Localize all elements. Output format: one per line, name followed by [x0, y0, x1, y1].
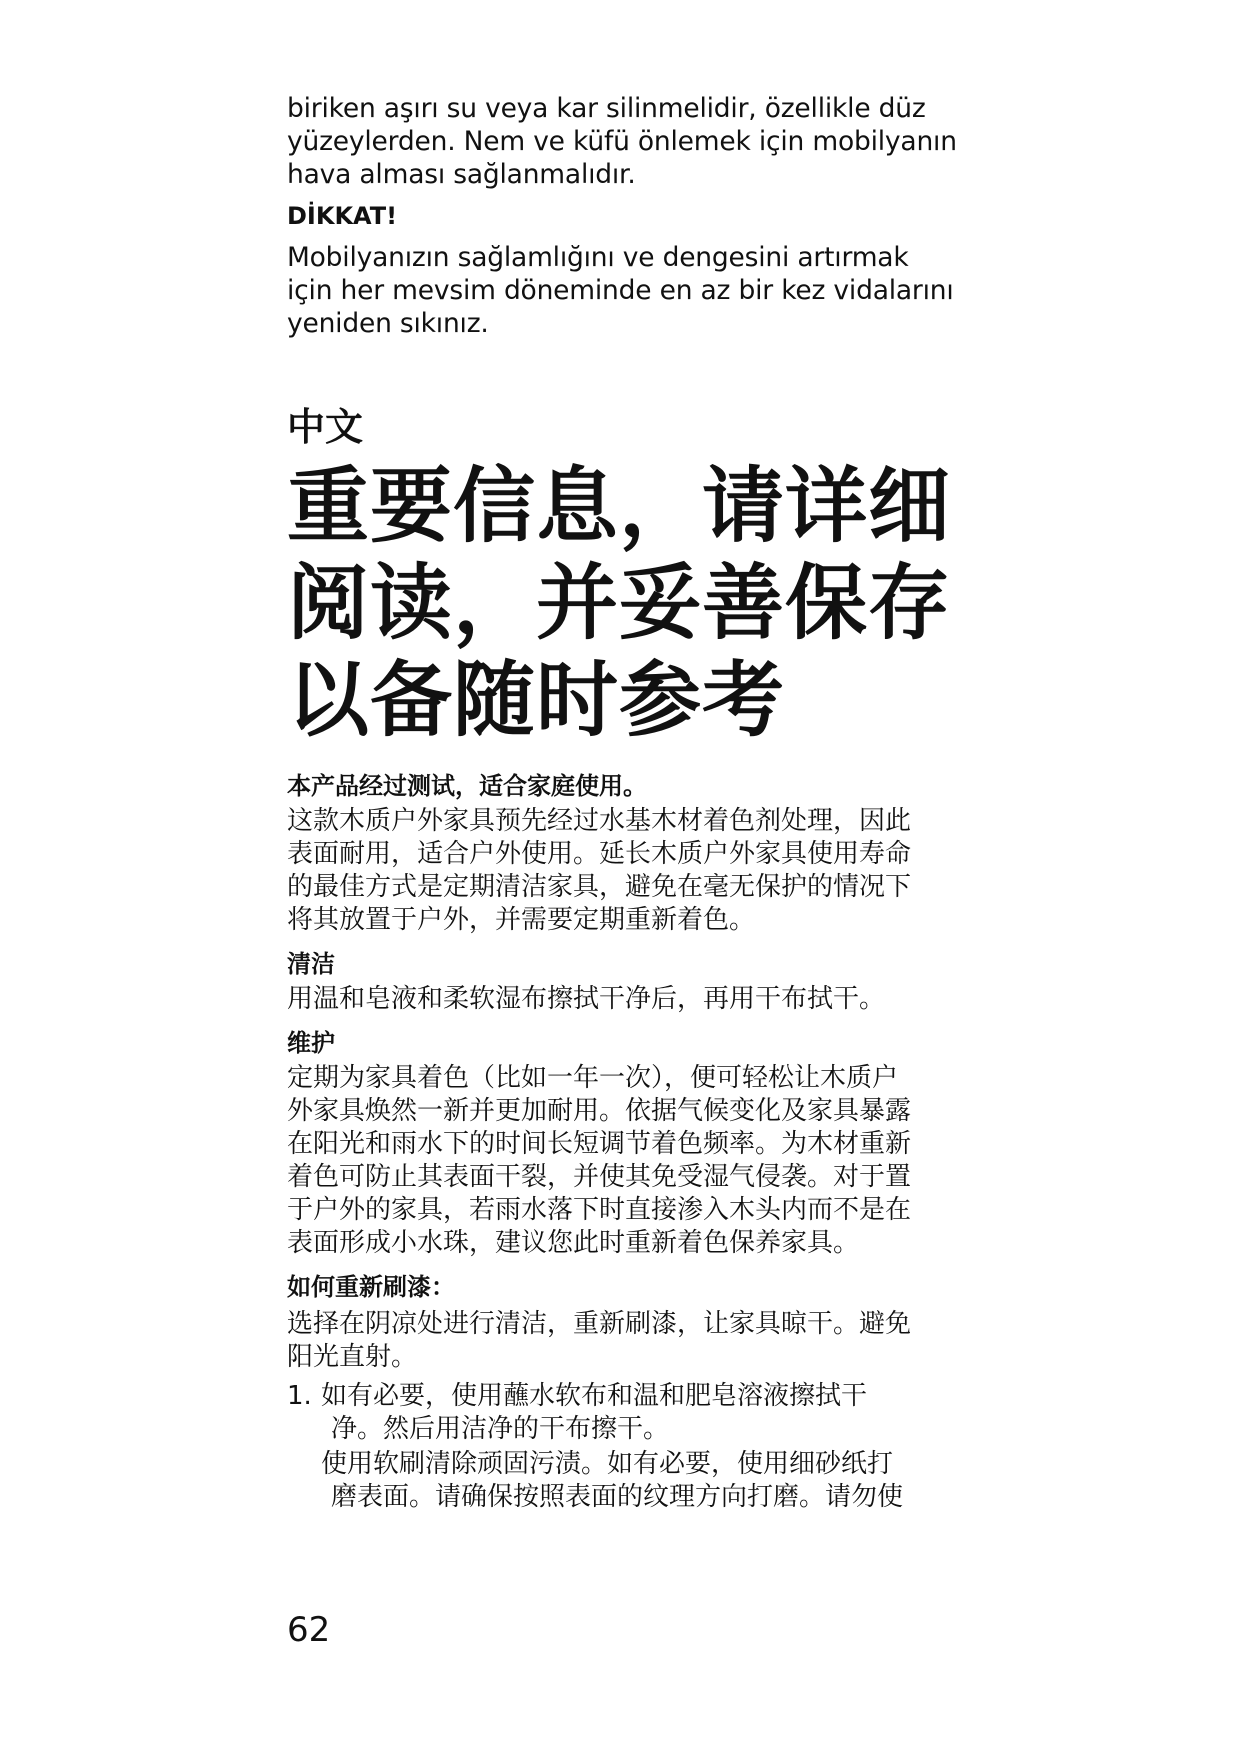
turkish-warning-paragraph	[287, 241, 977, 340]
text-line: 在阳光和雨水下的时间长短调节着色频率。为木材重新	[287, 1129, 912, 1159]
text-line: 表面耐用，适合户外使用。延长木质户外家具使用寿命	[287, 839, 912, 869]
main-title	[287, 458, 977, 749]
repaint-heading: 如何重新刷漆：	[287, 1273, 455, 1301]
text-line: biriken aşırı su veya kar silinmelidir, özellikle düz	[287, 93, 926, 124]
text-line: Mobilyanızın sağlamlığını ve dengesini artırmak	[287, 242, 909, 273]
list-item-step-1	[287, 1380, 977, 1514]
repaint-paragraph	[287, 1308, 977, 1374]
title-line: 以备随时参考	[287, 653, 786, 748]
text-line: 的最佳方式是定期清洁家具，避免在毫无保护的情况下	[287, 872, 912, 902]
text-line: 定期为家具着色（比如一年一次），便可轻松让木质户	[287, 1063, 899, 1093]
text-line: 外家具焕然一新并更加耐用。依据气候变化及家具暴露	[287, 1096, 912, 1126]
text-line: yüzeylerden. Nem ve küfü önlemek için mobilyanın	[287, 126, 957, 157]
text-line: 磨表面。请确保按照表面的纹理方向打磨。请勿使	[331, 1482, 904, 1512]
text-line: 选择在阴凉处进行清洁，重新刷漆，让家具晾干。避免	[287, 1309, 912, 1339]
text-line: 使用软刷清除顽固污渍。如有必要，使用细砂纸打	[321, 1449, 894, 1479]
turkish-intro-paragraph	[287, 92, 977, 191]
language-heading: 中文	[287, 405, 364, 449]
cleaning-text: 用温和皂液和柔软湿布擦拭干净后，再用干布拭干。	[287, 984, 886, 1014]
cleaning-heading: 清洁	[287, 950, 335, 978]
warning-heading: DİKKAT!	[287, 202, 398, 230]
text-line: 净。然后用洁净的干布擦干。	[331, 1414, 670, 1444]
text-line: hava alması sağlanmalıdır.	[287, 159, 636, 190]
chinese-intro-paragraph	[287, 805, 977, 937]
text-line: 于户外的家具，若雨水落下时直接渗入木头内而不是在	[287, 1195, 912, 1225]
text-line: 如有必要，使用蘸水软布和温和肥皂溶液擦拭干	[321, 1381, 868, 1411]
text-line: için her mevsim döneminde en az bir kez vidalarını	[287, 275, 954, 306]
text-line: 这款木质户外家具预先经过水基木材着色剂处理，因此	[287, 806, 912, 836]
text-line: 阳光直射。	[287, 1342, 418, 1372]
care-heading: 维护	[287, 1029, 335, 1057]
text-line: 着色可防止其表面干裂，并使其免受湿气侵袭。对于置	[287, 1162, 912, 1192]
list-number: 1.	[287, 1381, 312, 1411]
document-page	[287, 92, 977, 1514]
list-item-body	[321, 1380, 977, 1514]
title-line: 重要信息，请详细	[287, 459, 952, 554]
title-line: 阅读，并妥善保存	[287, 556, 952, 651]
tested-heading: 本产品经过测试，适合家庭使用。	[287, 772, 647, 800]
text-line: 将其放置于户外，并需要定期重新着色。	[287, 905, 756, 935]
care-paragraph	[287, 1062, 977, 1260]
text-line: yeniden sıkınız.	[287, 308, 489, 339]
text-line: 表面形成小水珠，建议您此时重新着色保养家具。	[287, 1228, 860, 1258]
page-number: 62	[287, 1610, 331, 1650]
